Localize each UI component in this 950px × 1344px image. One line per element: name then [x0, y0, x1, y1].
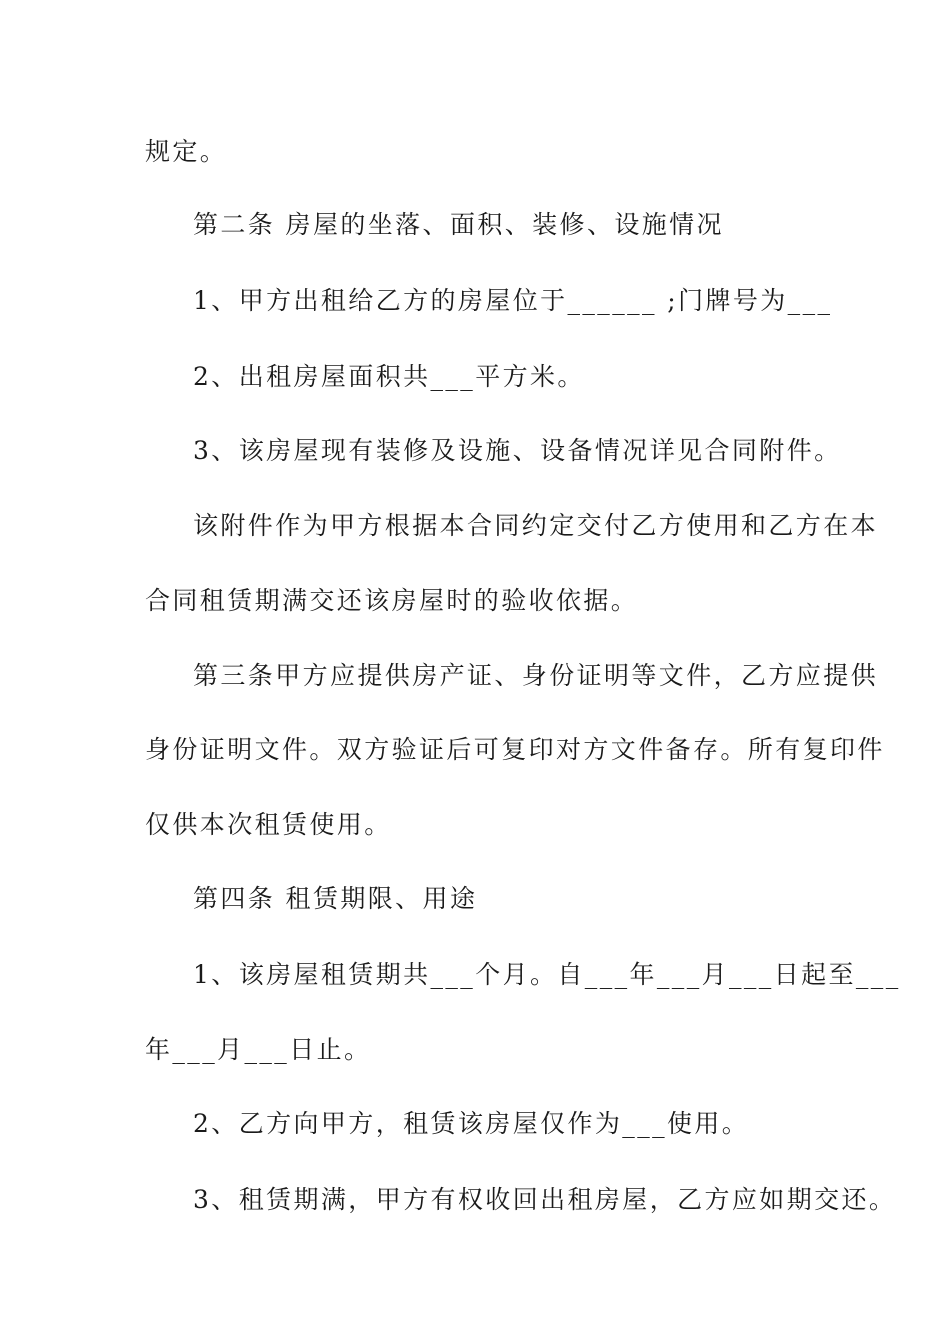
- paragraph-line: 1、该房屋租赁期共___个月。自___年___月___日起至___: [193, 960, 901, 989]
- paragraph-line: 年___月___日止。: [145, 1035, 372, 1064]
- paragraph-line: 仅供本次租赁使用。: [145, 810, 392, 839]
- paragraph-line: 1、甲方出租给乙方的房屋位于______ ;门牌号为___: [193, 286, 833, 315]
- paragraph-line: 3、租赁期满，甲方有权收回出租房屋，乙方应如期交还。: [193, 1185, 897, 1214]
- paragraph-line: 合同租赁期满交还该房屋时的验收依据。: [145, 586, 639, 615]
- paragraph-line: 2、出租房屋面积共___平方米。: [193, 362, 585, 391]
- paragraph-line: 3、该房屋现有装修及设施、设备情况详见合同附件。: [193, 436, 842, 465]
- section-heading: 第二条 房屋的坐落、面积、装修、设施情况: [193, 210, 724, 239]
- paragraph-line: 该附件作为甲方根据本合同约定交付乙方使用和乙方在本: [193, 511, 879, 540]
- paragraph-line: 2、乙方向甲方，租赁该房屋仅作为___使用。: [193, 1109, 750, 1138]
- paragraph-line: 规定。: [145, 137, 228, 166]
- section-heading: 第四条 租赁期限、用途: [193, 884, 478, 913]
- paragraph-line: 第三条甲方应提供房产证、身份证明等文件，乙方应提供: [193, 661, 879, 690]
- paragraph-line: 身份证明文件。双方验证后可复印对方文件备存。所有复印件: [145, 735, 885, 764]
